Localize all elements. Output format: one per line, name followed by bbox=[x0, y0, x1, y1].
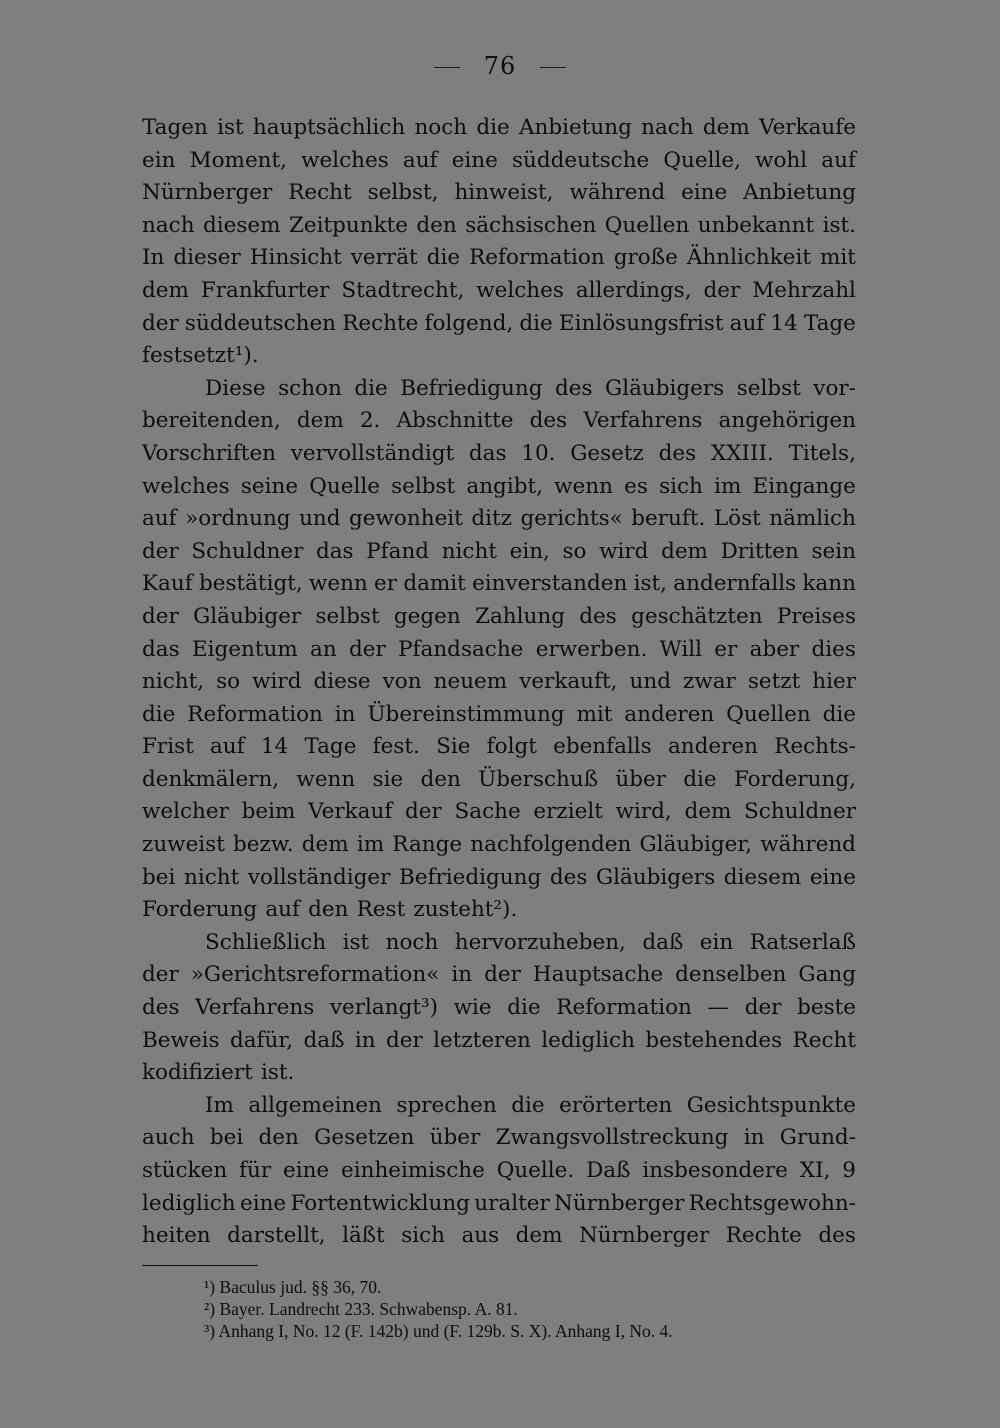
text-line: In dieser Hinsicht verrät die Reformation große Ähnlichkeit mit bbox=[142, 245, 856, 271]
footnote-2: ²) Bayer. Landrecht 233. Schwabensp. A. 81. bbox=[204, 1299, 518, 1319]
text-line: kodifiziert ist. bbox=[142, 1060, 295, 1086]
text-line: nicht, so wird diese von neuem verkauft, und zwar setzt hier bbox=[142, 669, 856, 695]
text-line: lediglich eine Fortentwicklung uralter Nürnberger Rechtsgewohn- bbox=[142, 1190, 856, 1216]
footnotes bbox=[204, 1276, 864, 1342]
text-line: Im allgemeinen sprechen die erörterten Gesichtspunkte bbox=[205, 1092, 856, 1118]
text-line: Diese schon die Befriedigung des Gläubigers selbst vor- bbox=[205, 375, 856, 401]
text-line: bei nicht vollständiger Befriedigung des Gläubigers diesem eine bbox=[142, 864, 856, 890]
text-line: bereitenden, dem 2. Abschnitte des Verfahrens angehörigen bbox=[142, 408, 856, 434]
header-dash-left bbox=[434, 67, 460, 68]
text-line: der »Gerichtsreformation« in der Hauptsache denselben Gang bbox=[142, 962, 856, 988]
text-line: stücken für eine einheimische Quelle. Daß insbesondere XI, 9 bbox=[142, 1158, 856, 1183]
text-line: Schließlich ist noch hervorzuheben, daß ein Ratserlaß bbox=[205, 929, 856, 955]
text-line: denkmälern, wenn sie den Überschuß über die Forderung, bbox=[142, 766, 856, 792]
footnote-1: ¹) Baculus jud. §§ 36, 70. bbox=[204, 1277, 382, 1297]
text-line: heiten darstellt, läßt sich aus dem Nürnberger Rechte des bbox=[142, 1223, 856, 1249]
text-line: zuweist bezw. dem im Range nachfolgenden Gläubiger, während bbox=[142, 832, 856, 858]
body-text bbox=[142, 112, 856, 1253]
text-line: auf »ordnung und gewonheit ditz gerichts« beruft. Löst nämlich bbox=[142, 506, 856, 532]
footnote-rule bbox=[142, 1265, 258, 1266]
text-line: das Eigentum an der Pfandsache erwerben. Will er aber dies bbox=[142, 636, 856, 662]
text-line: die Reformation in Übereinstimmung mit anderen Quellen die bbox=[142, 701, 856, 727]
text-line: Forderung auf den Rest zusteht²). bbox=[142, 897, 518, 923]
text-line: festsetzt¹). bbox=[142, 343, 259, 369]
page-header bbox=[0, 52, 1000, 80]
text-line: Kauf bestätigt, wenn er damit einverstanden ist, andernfalls kann bbox=[142, 571, 856, 597]
text-line: welches seine Quelle selbst angibt, wenn es sich im Eingange bbox=[142, 473, 856, 499]
header-dash-right bbox=[540, 67, 566, 68]
page-number: 76 bbox=[483, 52, 517, 80]
text-line: ein Moment, welches auf eine süddeutsche Quelle, wohl auf bbox=[142, 147, 856, 173]
footnote-3: ³) Anhang I, No. 12 (F. 142b) und (F. 129b. S. X). Anhang I, No. 4. bbox=[204, 1321, 673, 1341]
text-line: auch bei den Gesetzen über Zwangsvollstreckung in Grund- bbox=[142, 1125, 856, 1151]
text-line: der Gläubiger selbst gegen Zahlung des geschätzten Preises bbox=[142, 603, 856, 629]
text-line: des Verfahrens verlangt³) wie die Reformation — der beste bbox=[142, 995, 856, 1021]
text-line: Frist auf 14 Tage fest. Sie folgt ebenfalls anderen Rechts- bbox=[142, 734, 856, 760]
text-line: Beweis dafür, daß in der letzteren lediglich bestehendes Recht bbox=[142, 1027, 856, 1053]
text-line: Nürnberger Recht selbst, hinweist, während eine Anbietung bbox=[142, 180, 856, 206]
text-line: welcher beim Verkauf der Sache erzielt wird, dem Schuldner bbox=[142, 799, 856, 825]
text-line: nach diesem Zeitpunkte den sächsischen Quellen unbekannt ist. bbox=[142, 212, 856, 238]
text-line: der süddeutschen Rechte folgend, die Einlösungsfrist auf 14 Tage bbox=[142, 310, 856, 336]
text-line: Vorschriften vervollständigt das 10. Gesetz des XXIII. Titels, bbox=[142, 440, 856, 466]
text-line: dem Frankfurter Stadtrecht, welches allerdings, der Mehrzahl bbox=[142, 277, 856, 303]
text-line: der Schuldner das Pfand nicht ein, so wird dem Dritten sein bbox=[142, 538, 856, 564]
text-line: Tagen ist hauptsächlich noch die Anbietung nach dem Verkaufe bbox=[142, 115, 856, 140]
